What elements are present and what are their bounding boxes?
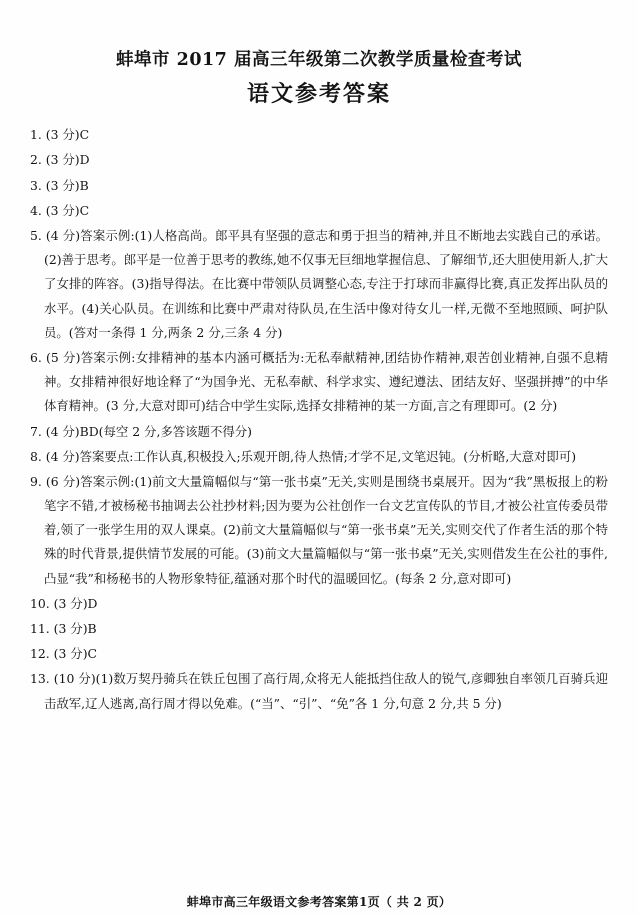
answer-item-4 [30,199,608,223]
answer-item-5 [30,224,608,345]
answer-item-9 [30,470,608,591]
answer-item-11 [30,617,608,641]
answer-text: 5. (4 分)答案示例:(1)人格高尚。郎平具有坚强的意志和勇于担当的精神,并且不断地去实践自己的承诺。(2)善于思考。郎平是一位善于思考的教练,她不仅事无巨细地掌握信息、了解细节,还大胆使用新人,扩大了女排的阵容。(3)指导得法。在比赛中带领队员调整心态,专注于打球而非赢得比赛,真正发挥出队员的水平。(4)关心队员。在训练和比赛中严肃对待队员,在生活中像对待女儿一样,无微不至地照顾、呵护队员。(答对一条得 1 分,两条 2 分,三条 4 分) [30,228,608,340]
answer-text: 10. (3 分)D [30,595,98,611]
answer-text: 3. (3 分)B [30,177,89,193]
answer-text: 13. (10 分)(1)数万契丹骑兵在铁丘包围了高行周,众将无人能抵挡住敌人的锐气,彦卿独自率领几百骑兵迎击敌军,辽人逃离,高行周才得以免难。(“当”、“引”、“免”各 1 分,句意 2 分,共 5 分) [30,671,608,711]
answer-text: 11. (3 分)B [30,621,97,637]
answer-text: 4. (3 分)C [30,202,90,218]
answer-item-1 [30,123,608,147]
answer-item-7 [30,420,608,444]
answer-item-6 [30,346,608,419]
answer-item-2 [30,148,608,172]
answer-item-8 [30,445,608,469]
page-footer: 蚌埠市高三年级语文参考答案第1页（ 共 2 页） [186,895,452,909]
answer-text: 2. (3 分)D [30,152,90,168]
answer-item-12 [30,642,608,666]
answer-text: 8. (4 分)答案要点:工作认真,积极投入;乐观开朗,待人热情;才学不足,文笔迟钝。(分析略,大意对即可) [30,448,577,464]
answer-item-10 [30,592,608,616]
answer-item-3 [30,174,608,198]
answer-text: 7. (4 分)BD(每空 2 分,多答该题不得分) [30,423,252,439]
page-subtitle: 语文参考答案 [246,80,391,107]
answer-text: 9. (6 分)答案示例:(1)前文大量篇幅似与“第一张书桌”无关,实则是围绕书桌展开。因为“我”黑板报上的粉笔字不错,才被杨秘书抽调去公社抄材料;因为要为公社创作一台文艺宣传队的节目,才被公社宣传委员带着,领了一张学生用的双人课桌。(2)前文大量篇幅似与“第一张书桌”无关,实则交代了作者生活的那个特殊的时代背景,提供情节发展的可能。(3)前文大量篇幅似与“第一张书桌”无关,实则借发生在公社的事件,凸显“我”和杨秘书的人物形象特征,蕴涵对那个时代的温暖回忆。(每条 2 分,意对即可) [30,473,608,586]
answer-list [30,123,608,716]
answer-item-13 [30,667,608,715]
answer-text: 12. (3 分)C [30,646,98,662]
answer-text: 6. (5 分)答案示例:女排精神的基本内涵可概括为:无私奉献精神,团结协作精神,艰苦创业精神,自强不息精神。女排精神很好地诠释了“为国争光、无私奉献、科学求实、遵纪遵法、团结友好、坚强拼搏”的中华体育精神。(3 分,大意对即可)结合中学生实际,选择女排精神的某一方面,言之有理即可。(2 分) [30,349,608,414]
page-title: 蚌埠市 2017 届高三年级第二次教学质量检查考试 [116,50,522,70]
answer-text: 1. (3 分)C [30,127,90,143]
